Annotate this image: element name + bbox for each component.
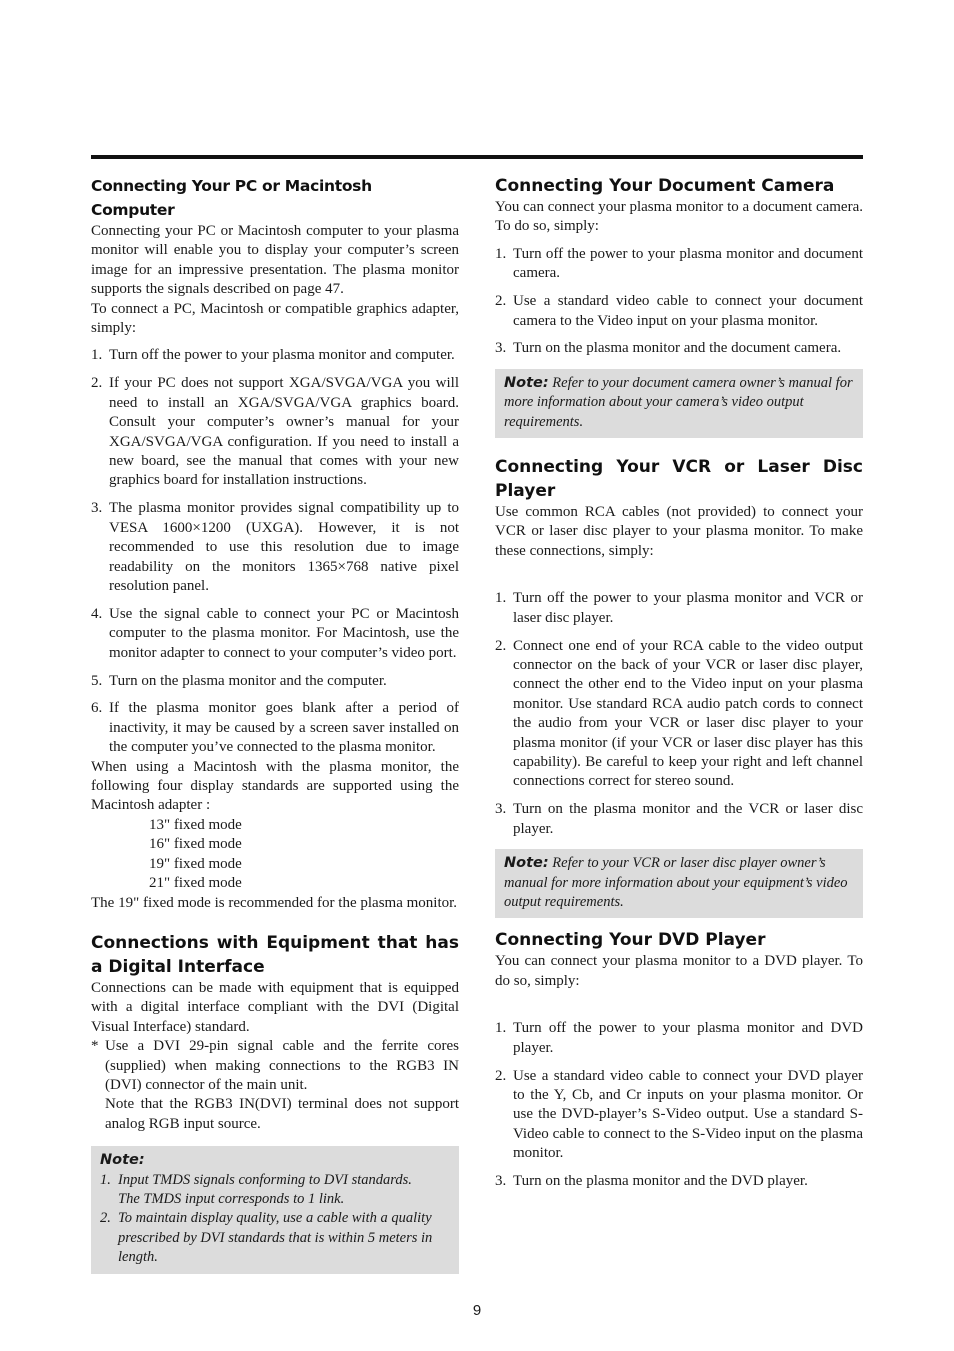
top-rule bbox=[91, 155, 863, 159]
list-item bbox=[91, 605, 459, 663]
step-number: 1. bbox=[495, 1020, 507, 1037]
right-column bbox=[495, 174, 863, 1200]
pc-steps bbox=[91, 346, 459, 757]
step-number: 3. bbox=[495, 801, 507, 818]
list-item bbox=[495, 245, 863, 284]
note-line: To maintain display quality, use a cable with a quality prescribed by DVI standards that is within 5 meters in length. bbox=[118, 1210, 433, 1266]
list-item bbox=[495, 292, 863, 331]
list-item bbox=[495, 1067, 863, 1164]
dvi-star-text-2: Note that the RGB3 IN(DVI) terminal does not support analog RGB input source. bbox=[105, 1096, 459, 1132]
list-item bbox=[91, 346, 459, 365]
dvi-heading: Connections with Equipment that has a Digital Interface bbox=[91, 932, 459, 977]
step-text: Use a standard video cable to connect your DVD player to the Y, Cb, and Cr inputs on your plasma monitor. Or use the DVD-player’s S-Video output. Use a standard S-Video cable to connect to the S-Video input on the plasma monitor. bbox=[513, 1067, 863, 1162]
step-number: 1. bbox=[91, 347, 103, 364]
dvi-star-text-1: Use a DVI 29-pin signal cable and the ferrite cores (supplied) when making connections to the RGB3 IN (DVI) connector of the main unit. bbox=[105, 1038, 459, 1093]
pc-intro-2: To connect a PC, Macintosh or compatible graphics adapter, simply: bbox=[91, 300, 459, 337]
note-text: Refer to your document camera owner’s manual for more information about your camera’s video output requirements. bbox=[504, 374, 853, 430]
list-item bbox=[91, 699, 459, 757]
step-number: 3. bbox=[495, 1173, 507, 1190]
step-text: The plasma monitor provides signal compatibility up to VESA 1600×1200 (UXGA). However, it is not recommended to use this resolution due to image readability on the monitors 1365×768 native pixel resolution panel. bbox=[109, 500, 459, 594]
step-text: Turn on the plasma monitor and the VCR or laser disc player. bbox=[513, 801, 863, 837]
mode-item: 13" fixed mode bbox=[149, 816, 242, 833]
step-text: Turn on the plasma monitor and the DVD player. bbox=[513, 1173, 808, 1190]
mac-text: When using a Macintosh with the plasma monitor, the following four display standards are supported using the Macintosh adapter : bbox=[91, 758, 459, 814]
list-item bbox=[495, 589, 863, 628]
camera-intro: You can connect your plasma monitor to a document camera. To do so, simply: bbox=[495, 199, 863, 235]
camera-steps bbox=[495, 245, 863, 359]
note-list bbox=[100, 1171, 450, 1268]
list-item bbox=[495, 339, 863, 358]
page-number: 9 bbox=[472, 1302, 482, 1319]
step-text: If your PC does not support XGA/SVGA/VGA you will need to install an XGA/SVGA/VGA graphics board. Consult your computer’s owner’s manual for your XGA/SVGA/VGA configuration. If you need to install a new board, see the manual that comes with your new graphics board for installation instructions. bbox=[109, 375, 459, 489]
vcr-intro: Use common RCA cables (not provided) to connect your VCR or laser disc player to your plasma monitor. To make these connections, simply: bbox=[495, 504, 863, 559]
step-text: Use a standard video cable to connect your document camera to the Video input on your plasma monitor. bbox=[513, 293, 863, 329]
note-text: Refer to your VCR or laser disc player owner’s manual for more information about your equipment’s video output requirements. bbox=[504, 855, 848, 910]
vcr-heading: Connecting Your VCR or Laser Disc Player bbox=[495, 457, 863, 502]
step-number: 2. bbox=[495, 637, 507, 654]
dvi-text: Connections can be made with equipment that is equipped with a digital interface compliant with the DVI (Digital Visual Interface) standard. bbox=[91, 979, 459, 1035]
vcr-note-box bbox=[495, 849, 863, 918]
note-item bbox=[100, 1209, 450, 1267]
step-text: Turn off the power to your plasma monitor and computer. bbox=[109, 347, 455, 364]
pc-intro: Connecting your PC or Macintosh computer to your plasma monitor will enable you to display your computer’s screen image for an impressive presentation. The plasma monitor supports the signals described on page 47. bbox=[91, 223, 459, 298]
list-item bbox=[91, 499, 459, 596]
note-line: The TMDS input corresponds to 1 link. bbox=[118, 1190, 345, 1207]
step-text: Turn on the plasma monitor and the document camera. bbox=[513, 340, 842, 357]
vcr-steps bbox=[495, 589, 863, 839]
note-number: 1. bbox=[100, 1171, 111, 1188]
step-text: Connect one end of your RCA cable to the video output connector on the back of your VCR or laser disc player, connect the other end to the Video input on your plasma monitor. Use standard RCA audio patch cords to connect the audio from your VCR or laser disc player to your plasma monitor (if your VCR or laser disc player has this capability). Be careful to keep your right and left channel connections correct for stereo sound. bbox=[513, 637, 863, 790]
camera-heading: Connecting Your Document Camera bbox=[495, 176, 835, 196]
note-item bbox=[100, 1171, 450, 1210]
dvi-star-note bbox=[91, 1037, 459, 1134]
list-item bbox=[495, 1019, 863, 1058]
asterisk: * bbox=[91, 1038, 99, 1055]
pc-heading: Connecting Your PC or Macintosh Computer bbox=[91, 177, 372, 219]
dvd-intro: You can connect your plasma monitor to a DVD player. To do so, simply: bbox=[495, 953, 863, 989]
dvi-note-box bbox=[91, 1146, 459, 1273]
note-label: Note: bbox=[100, 1152, 145, 1169]
left-column bbox=[91, 174, 459, 1274]
step-number: 6. bbox=[91, 700, 103, 717]
list-item bbox=[495, 800, 863, 839]
step-text: Turn on the plasma monitor and the computer. bbox=[109, 672, 387, 689]
mode-list bbox=[91, 816, 459, 894]
mode-item: 16" fixed mode bbox=[149, 836, 242, 853]
list-item bbox=[495, 1172, 863, 1191]
step-number: 2. bbox=[91, 375, 103, 392]
list-item bbox=[91, 672, 459, 691]
step-number: 4. bbox=[91, 605, 103, 622]
dvd-heading: Connecting Your DVD Player bbox=[495, 930, 766, 951]
note-label: Note: bbox=[504, 855, 549, 872]
step-number: 5. bbox=[91, 672, 103, 689]
step-number: 2. bbox=[495, 293, 507, 310]
mode-item: 19" fixed mode bbox=[149, 855, 242, 872]
step-text: Turn off the power to your plasma monitor and VCR or laser disc player. bbox=[513, 590, 863, 626]
list-item bbox=[495, 637, 863, 792]
step-number: 1. bbox=[495, 590, 507, 607]
note-label: Note: bbox=[504, 374, 549, 391]
mode-item: 21" fixed mode bbox=[149, 875, 242, 892]
note-line: Input TMDS signals conforming to DVI standards. bbox=[118, 1171, 412, 1188]
step-number: 1. bbox=[495, 245, 507, 262]
step-text: Use the signal cable to connect your PC or Macintosh computer to the plasma monitor. For Macintosh, use the monitor adapter to connect to your computer’s video port. bbox=[109, 605, 459, 661]
camera-note-box bbox=[495, 369, 863, 438]
step-text: Turn off the power to your plasma monitor and DVD player. bbox=[513, 1020, 863, 1056]
note-number: 2. bbox=[100, 1210, 111, 1227]
mode-recommendation: The 19" fixed mode is recommended for the plasma monitor. bbox=[91, 894, 458, 911]
step-text: Turn off the power to your plasma monitor and document camera. bbox=[513, 245, 863, 282]
step-number: 3. bbox=[495, 340, 507, 357]
dvd-steps bbox=[495, 1019, 863, 1191]
step-number: 2. bbox=[495, 1067, 507, 1084]
list-item bbox=[91, 374, 459, 490]
step-number: 3. bbox=[91, 500, 103, 517]
step-text: If the plasma monitor goes blank after a period of inactivity, it may be caused by a screen saver installed on the computer you’ve connected to the plasma monitor. bbox=[109, 700, 459, 756]
